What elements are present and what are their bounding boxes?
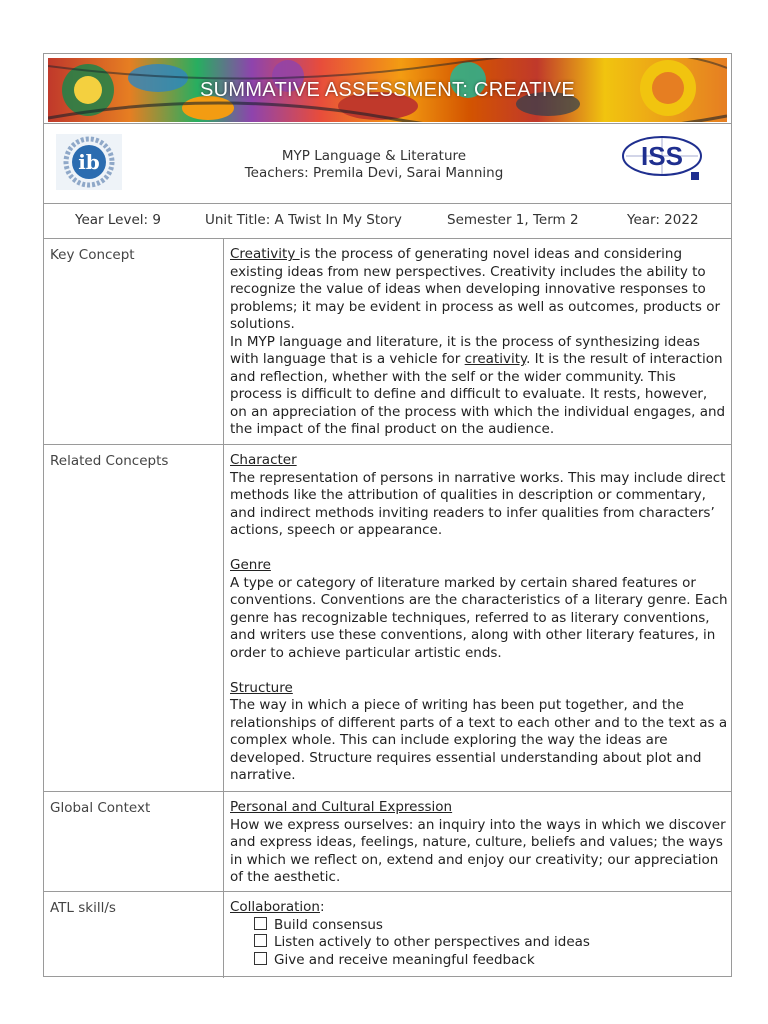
key-concept-text: . It is the result of interaction and reflection, whether with the self or the wider community. This process is difficult to define and difficult to evaluate. It rests, however, on an appreciation of the process with which the individual engages, and the impact of the final product on the audience. [230,351,726,437]
key-concept-text: is the process of generating novel ideas and considering existing ideas from new perspectives. Creativity includes the ability to recognize the value of ideas when developing innovative responses to problems; it may be evident in process as well as outcomes, products or solutions. [230,246,721,332]
key-concept-text: In MYP language and literature, it is the process of synthesizing ideas with language that is a vehicle for [230,333,700,367]
assessment-document [43,53,732,977]
column-divider [223,445,224,792]
ib-logo-text: ib [78,150,100,174]
subject-title: MYP Language & Literature [281,148,467,164]
checkbox[interactable] [254,934,267,947]
collaboration-heading: Collaboration [230,899,320,915]
row-atl-skills [44,891,731,978]
creativity-term: Creativity [230,246,300,262]
checkbox[interactable] [254,917,267,930]
global-context-heading: Personal and Cultural Expression [230,799,453,815]
row-key-concept [44,238,731,445]
character-heading: Character [230,452,297,468]
column-divider [223,892,224,978]
year-level: Year Level: 9 [75,212,161,228]
row-content [230,246,728,439]
iss-logo-icon [622,134,706,182]
teachers: Teachers: Premila Devi, Sarai Manning [244,165,504,181]
creativity-term: creativity [464,351,527,367]
colon: : [319,899,325,915]
banner-title: SUMMATIVE ASSESSMENT: CREATIVE [200,79,575,101]
row-content [230,452,728,785]
subject-block [44,148,704,182]
row-related-concepts [44,444,731,792]
checklist-label: Build consensus [274,916,383,933]
checklist-label: Listen actively to other perspectives and ideas [274,934,590,950]
row-label: Global Context [50,800,151,816]
info-bar [44,204,731,238]
row-content [230,799,728,887]
column-divider [223,792,224,892]
row-label: Key Concept [50,247,135,263]
structure-heading: Structure [230,679,293,696]
banner [48,58,727,122]
character-text: The representation of persons in narrative works. This may include direct methods like the attribution of qualities in description or commentary, and indirect methods inviting readers to infer qualities from characters’ actions, speech or appearance. [230,469,726,538]
checkbox[interactable] [254,952,267,965]
unit-title: Unit Title: A Twist In My Story [205,212,402,228]
subject-header [44,124,731,203]
checklist-item[interactable] [254,917,728,935]
genre-text: A type or category of literature marked by certain shared features or conventions. Conventions are the characteristics of a literary genre. Each genre has recognizable techniques, referred to as literary conventions, and writers use these conventions, along with other literary features, in order to achieve particular artistic ends. [230,574,728,661]
row-content [230,899,728,969]
checklist-label: Give and receive meaningful feedback [274,951,535,968]
row-global-context [44,791,731,892]
checklist-item[interactable] [254,952,728,970]
row-label: Related Concepts [50,453,169,469]
iss-logo-text: ISS [641,141,683,171]
year: Year: 2022 [627,212,699,228]
structure-text: The way in which a piece of writing has been put together, and the relationships of different parts of a text to each other and to the text as a complex whole. This can include exploring the way the ideas are developed. Structure requires essential understanding about plot and narrative. [230,697,728,783]
row-label: ATL skill/s [50,900,116,916]
genre-heading: Genre [230,557,271,573]
column-divider [223,239,224,445]
semester: Semester 1, Term 2 [447,212,579,228]
global-context-text: How we express ourselves: an inquiry into the ways in which we discover and express ideas, feelings, nature, culture, beliefs and values; the ways in which we reflect on, extend and enjoy our creativity; our appreciation of the aesthetic. [230,816,726,885]
checklist-item[interactable] [254,934,728,952]
